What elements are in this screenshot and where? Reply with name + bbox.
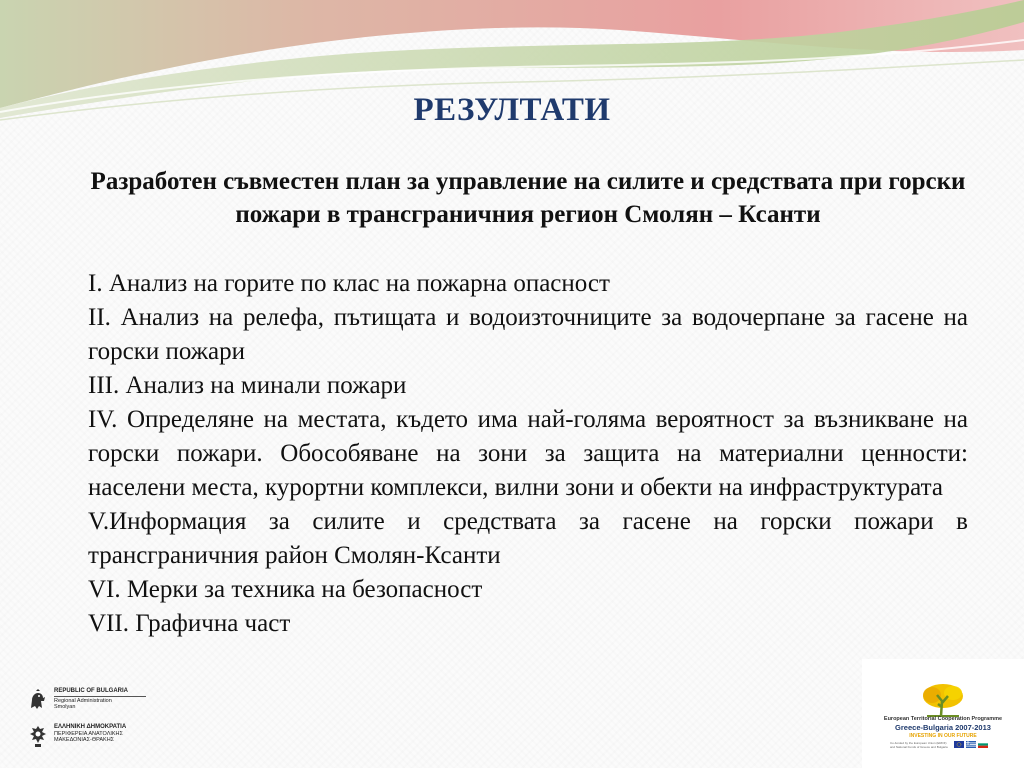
programme-slogan: INVESTING IN OUR FUTURE (909, 733, 977, 739)
bulgaria-logo-line3: Smolyan (54, 704, 76, 710)
bulgaria-logo-line1: REPUBLIC OF BULGARIA (54, 688, 128, 694)
bulgaria-logo (28, 688, 146, 712)
bulgaria-logo-line2: Regional Administration (54, 697, 112, 704)
greece-flag-icon (966, 741, 976, 748)
list-item: VII. Графична част (88, 610, 291, 637)
programme-logo (862, 659, 1024, 768)
list-item: IV. Определяне на местата, където има най-голяма вероятност за възникване на горски пожари. Обособяване на зони за защита на материални ценности: населени места, курортни комплекси, вилни зони и обекти на инфраструктурата (88, 406, 968, 501)
byzantine-emblem-icon (28, 724, 48, 748)
greece-logo-line3: ΜΑΚΕΔΟΝΙΑΣ-ΘΡΑΚΗΣ (54, 737, 115, 743)
programme-funding-note: Co-funded by the European Union (ERDF) and National Funds of Greece and Bulgaria (890, 741, 948, 749)
bulgaria-logo-divider (54, 696, 146, 697)
greece-logo-line1: ΕΛΛΗΝΙΚΗ ΔΗΜΟΚΡΑΤΙΑ (54, 724, 127, 730)
greece-logo-line2: ΠΕΡΙΦΕΡΕΙΑ ΑΝΑΤΟΛΙΚΗΣ (54, 730, 123, 737)
list-item: I. Анализ на горите по клас на пожарна опасност (88, 270, 610, 297)
programme-etc-label: European Territorial Cooperation Programme (883, 716, 1003, 722)
bulgaria-flag-icon (978, 741, 988, 748)
greece-logo (28, 724, 126, 748)
tree-logo-icon (917, 683, 969, 717)
slide-title: РЕЗУЛТАТИ (413, 92, 611, 128)
list-item: VI. Мерки за техника на безопасност (88, 576, 483, 603)
results-list (88, 267, 968, 641)
list-item: III. Анализ на минали пожари (88, 372, 407, 399)
eu-flag-icon (954, 741, 964, 748)
slide-subtitle: Разработен съвместен план за управление на силите и средствата при горски пожари в трансграничния регион Смолян – Ксанти (90, 168, 966, 228)
list-item: V.Информация за силите и средствата за гасене на горски пожари в трансграничния район Смолян-Ксанти (88, 508, 968, 569)
programme-flags (954, 741, 988, 748)
lion-crest-icon (28, 688, 48, 712)
list-item: II. Анализ на релефа, пътищата и водоизточниците за водочерпане за гасене на горски пожари (88, 304, 968, 365)
programme-name: Greece-Bulgaria 2007-2013 (895, 723, 991, 732)
